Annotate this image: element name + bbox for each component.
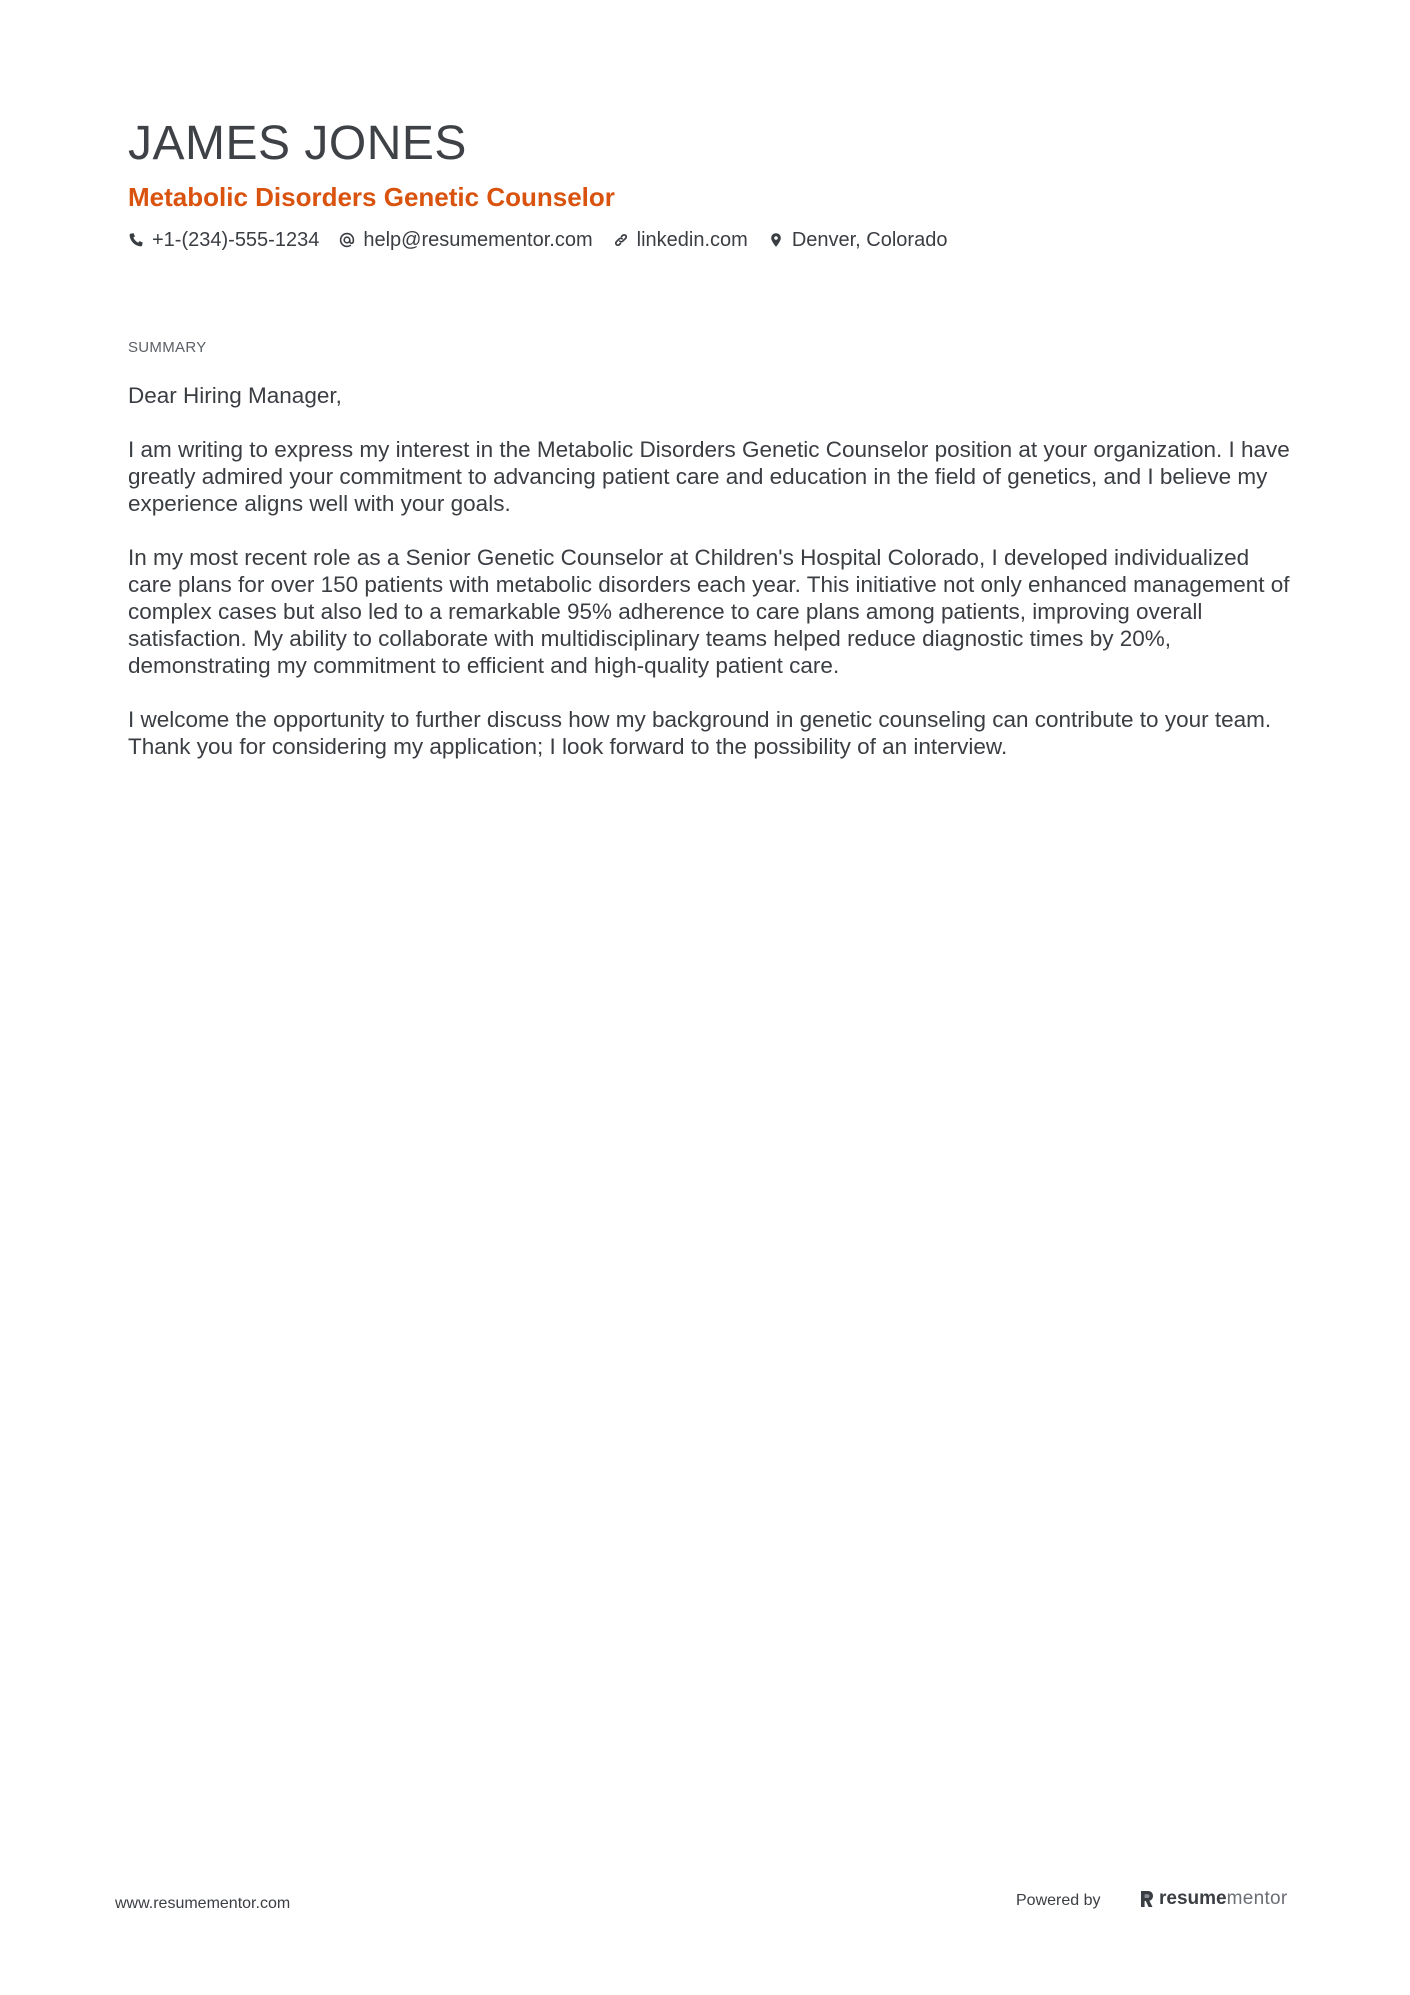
summary-heading: SUMMARY bbox=[128, 339, 207, 356]
brand-name-bold: resume bbox=[1159, 1888, 1227, 1909]
link-icon bbox=[613, 232, 629, 248]
contact-email-text: help@resumementor.com bbox=[363, 229, 593, 251]
phone-icon bbox=[128, 232, 144, 248]
contact-phone-text: +1-(234)-555-1234 bbox=[152, 229, 320, 251]
letter-body bbox=[128, 382, 1293, 787]
powered-by-label: Powered by bbox=[1016, 1892, 1101, 1909]
paragraph: I welcome the opportunity to further discuss how my background in genetic counseling can contribute to your team. Thank you for considering my application; I look forward to the possibility of an interview. bbox=[128, 707, 1272, 759]
job-title: Metabolic Disorders Genetic Counselor bbox=[128, 182, 615, 212]
at-icon bbox=[339, 232, 355, 248]
paragraph: I am writing to express my interest in the Metabolic Disorders Genetic Counselor position at your organization. I have greatly admired your commitment to advancing patient care and education in the field of genetics, and I believe my experience aligns well with your goals. bbox=[128, 437, 1290, 516]
contact-linkedin[interactable] bbox=[613, 226, 748, 254]
contact-phone[interactable] bbox=[128, 226, 319, 254]
brand-logo[interactable] bbox=[1139, 1886, 1288, 1912]
salutation: Dear Hiring Manager, bbox=[128, 383, 342, 408]
contact-bar bbox=[128, 226, 967, 254]
contact-location-text: Denver, Colorado bbox=[791, 229, 948, 251]
contact-email[interactable] bbox=[339, 226, 592, 254]
location-pin-icon bbox=[768, 232, 784, 248]
paragraph: In my most recent role as a Senior Genetic Counselor at Children's Hospital Colorado, I developed individualized care plans for over 150 patients with metabolic disorders each year. This initiative not only enhanced management of complex cases but also led to a remarkable 95% adherence to care plans among patients, improving overall satisfaction. My ability to collaborate with multidisciplinary teams helped reduce diagnostic times by 20%, demonstrating my commitment to efficient and high-quality patient care. bbox=[128, 545, 1290, 678]
contact-location bbox=[768, 226, 948, 254]
candidate-name: JAMES JONES bbox=[128, 117, 467, 170]
contact-linkedin-text: linkedin.com bbox=[636, 229, 748, 251]
resumementor-logo-icon bbox=[1139, 1889, 1155, 1909]
footer-website-link[interactable]: www.resumementor.com bbox=[115, 1895, 291, 1912]
brand-name-light: mentor bbox=[1226, 1888, 1288, 1909]
